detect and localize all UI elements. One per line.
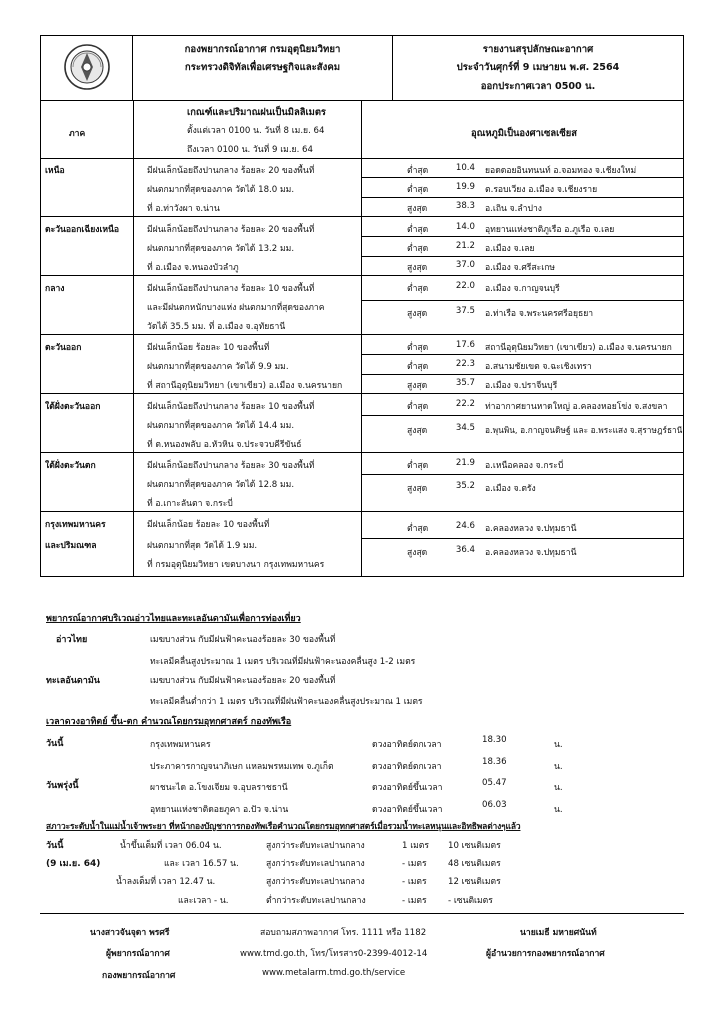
temp-label: ต่ำสุด [407,343,429,353]
tide-desc: สูงกว่าระดับทะเลปานกลาง [266,841,365,851]
rain-text: และมีฝนตกหนักบางแห่ง ฝนตกมากที่สุดของภาค [147,303,325,313]
temp-location: อ.เถิน จ.ลำปาง [485,204,542,214]
temp-value: 37.0 [455,260,475,270]
region-north-name: เหนือ [45,166,65,176]
temp-value: 17.6 [455,340,475,350]
region-northeast-name: ตะวันออกเฉียงเหนือ [45,225,120,235]
report-date: ประจำวันศุกร์ที่ 9 เมษายน พ.ศ. 2564 [456,62,620,73]
temp-value: 22.2 [455,399,475,409]
rain-text: มีฝนเล็กน้อย ร้อยละ 10 ของพื้นที่ [147,520,270,530]
tide-level: - เมตร [402,859,427,869]
tide-kind: และเวลา - น. [178,896,229,906]
sun-times-title: เวลาดวงอาทิตย์ ขึ้น-ตก คำนวณโดยกรมอุทกศาสตร์ กองทัพเรือ [46,717,292,727]
report-info-cell [393,36,683,100]
tide-kind: น้ำลงเต็มที่ เวลา 12.47 น. [116,877,216,887]
temp-value: 38.3 [455,201,475,211]
temp-value: 21.9 [455,458,475,468]
sun-time: 06.03 [482,800,507,810]
rain-text: ที่ อ.ท่าวังผา จ.น่าน [147,204,220,214]
footer-divider [40,913,684,914]
temp-label: ต่ำสุด [407,524,429,534]
temp-location: อ.คลองหลวง จ.ปทุมธานี [485,548,577,558]
temp-value: 37.5 [455,306,475,316]
temp-label: ต่ำสุด [407,461,429,471]
temp-label: ต่ำสุด [407,225,429,235]
temp-label: ต่ำสุด [407,185,429,195]
tide-level: - เมตร [402,877,427,887]
rain-text: ที่ อ.เมือง จ.หนองบัวลำภู [147,263,239,273]
director-role: ผู้อำนวยการกองพยากรณ์อากาศ [486,949,605,959]
temp-location: อ.ท่าเรือ จ.พระนครศรีอยุธยา [485,309,594,319]
sun-place: อุทยานแห่งชาติดอยภูคา อ.ปัว จ.น่าน [150,805,289,815]
org-line-2: กระทรวงดิจิทัลเพื่อเศรษฐกิจและสังคม [184,62,341,73]
sun-time: 05.47 [482,778,507,788]
region-bangkok-name-2: และปริมณฑล [45,541,97,551]
temp-column-title: อุณหภูมิเป็นองศาเซลเซียส [471,128,577,139]
temp-label: สูงสุด [407,263,428,273]
sun-event: ดวงอาทิตย์ตกเวลา [372,740,442,750]
sun-time: 18.30 [482,735,507,745]
gulf-forecast-line: เมฆบางส่วน กับมีฝนฟ้าคะนองร้อยละ 30 ของพื้นที่ [150,635,336,645]
sun-event: ดวงอาทิตย์ตกเวลา [372,762,442,772]
rain-text: ฝนตกมากที่สุด วัดได้ 1.9 มม. [147,541,258,551]
tide-cm: 12 เซนติเมตร [448,877,501,887]
temp-location: อ.เมือง จ.ตรัง [485,484,536,494]
rain-text: ที่ กรมอุตุนิยมวิทยา เขตบางนา กรุงเทพมหานคร [147,560,325,570]
sun-event: ดวงอาทิตย์ขึ้นเวลา [372,805,443,815]
gulf-forecast-line: ทะเลมีคลื่นสูงประมาณ 1 เมตร บริเวณที่มีฝนฟ้าคะนองคลื่นสูง 1-2 เมตร [150,657,416,667]
tide-day-label: วันนี้ [46,841,64,851]
rain-period-from: ตั้งแต่เวลา 0100 น. วันที่ 8 เม.ย. 64 [187,126,325,136]
rain-column-title: เกณฑ์และปริมาณฝนเป็นมิลลิเมตร [187,107,326,118]
rain-text: มีฝนเล็กน้อย ร้อยละ 10 ของพื้นที่ [147,343,270,353]
temp-label: สูงสุด [407,381,428,391]
temp-location: ต.รอบเวียง อ.เมือง จ.เชียงราย [485,185,598,195]
rain-text: มีฝนเล็กน้อยถึงปานกลาง ร้อยละ 10 ของพื้นที่ [147,284,315,294]
sun-time-unit: น. [554,783,563,793]
sun-time-unit: น. [554,740,563,750]
temp-location: อ.สนามชัยเขต จ.ฉะเชิงเทรา [485,362,592,372]
rain-text: ฝนตกมากที่สุดของภาค วัดได้ 9.9 มม. [147,362,289,372]
sun-time: 18.36 [482,757,507,767]
temp-label: ต่ำสุด [407,402,429,412]
contact-phone: สอบถามสภาพอากาศ โทร. 1111 หรือ 1182 [260,928,427,938]
temp-location: อ.เหนือคลอง จ.กระบี่ [485,461,564,471]
andaman-forecast-line: ทะเลมีคลื่นต่ำกว่า 1 เมตร บริเวณที่มีฝนฟ้าคะนองคลื่นสูงประมาณ 1 เมตร [150,697,423,707]
tide-kind: และ เวลา 16.57 น. [164,859,239,869]
rain-text: ฝนตกมากที่สุดของภาค วัดได้ 14.4 มม. [147,421,295,431]
rain-text: มีฝนเล็กน้อยถึงปานกลาง ร้อยละ 30 ของพื้นที่ [147,461,315,471]
sun-event: ดวงอาทิตย์ขึ้นเวลา [372,783,443,793]
rain-text: มีฝนเล็กน้อยถึงปานกลาง ร้อยละ 20 ของพื้นที่ [147,225,315,235]
temp-location: อ.เมือง จ.กาญจนบุรี [485,284,560,294]
tomorrow-label: วันพรุ่งนี้ [46,781,79,791]
rain-text: มีฝนเล็กน้อยถึงปานกลาง ร้อยละ 20 ของพื้นที่ [147,166,315,176]
contact-web[interactable]: www.tmd.go.th, โทร/โทรสาร0-2399-4012-14 [240,949,428,959]
rain-text: ฝนตกมากที่สุดของภาค วัดได้ 13.2 มม. [147,244,295,254]
rain-text: ฝนตกมากที่สุดของภาค วัดได้ 12.8 มม. [147,480,295,490]
temp-value: 21.2 [455,241,475,251]
forecaster-org: กองพยากรณ์อากาศ [102,971,176,981]
temp-value: 22.0 [455,281,475,291]
temp-location: อุทยานแห่งชาติภูเรือ อ.ภูเรือ จ.เลย [485,225,615,235]
report-title: รายงานสรุปลักษณะอากาศ [482,44,594,55]
tide-cm: - เซนติเมตร [448,896,493,906]
temp-value: 14.0 [455,222,475,232]
region-central-name: กลาง [45,284,65,294]
temp-value: 10.4 [455,163,475,173]
temp-label: สูงสุด [407,204,428,214]
temp-label: สูงสุด [407,484,428,494]
sun-place: ประภาคารกาญจนาภิเษก แหลมพรหมเทพ จ.ภูเก็ต [150,762,334,772]
tide-kind: น้ำขึ้นเต็มที่ เวลา 06.04 น. [120,841,222,851]
today-label: วันนี้ [46,739,64,749]
tide-level: - เมตร [402,896,427,906]
contact-service-url[interactable]: www.metalarm.tmd.go.th/service [262,968,406,978]
rain-text: ฝนตกมากที่สุดของภาค วัดได้ 18.0 มม. [147,185,295,195]
temp-value: 19.9 [455,182,475,192]
report-header [40,35,684,101]
temp-location: อ.คลองหลวง จ.ปทุมธานี [485,524,577,534]
tide-date-label: (9 เม.ย. 64) [46,859,101,869]
region-column-header: ภาค [69,129,86,139]
region-east-name: ตะวันออก [45,343,82,353]
region-bangkok-name: กรุงเทพมหานคร [45,520,106,530]
temp-value: 22.3 [455,359,475,369]
sun-time-unit: น. [554,762,563,772]
tide-desc: ต่ำกว่าระดับทะเลปานกลาง [266,896,366,906]
temp-label: สูงสุด [407,548,428,558]
temp-value: 36.4 [455,545,475,555]
gulf-label: อ่าวไทย [56,635,88,645]
temp-location: ท่าอากาศยานหาดใหญ่ อ.คลองหอยโข่ง จ.สงขลา [485,402,668,412]
temp-location: อ.เมือง จ.ปราจีนบุรี [485,381,558,391]
tide-desc: สูงกว่าระดับทะเลปานกลาง [266,859,365,869]
forecaster-role: ผู้พยากรณ์อากาศ [106,949,170,959]
tide-title: สภาวะระดับน้ำในแม่น้ำเจ้าพระยา ที่หน้ากองบัญชาการกองทัพเรือคำนวณโดยกรมอุทกศาสตร์เมื่อรวมน้ำทะเลหนุนและอิทธิพลต่างๆแล้ว [46,821,521,831]
org-cell [133,36,393,100]
rain-period-to: ถึงเวลา 0100 น. วันที่ 9 เม.ย. 64 [187,145,313,155]
temp-label: สูงสุด [407,426,428,436]
logo-cell [41,36,133,100]
sun-place: กรุงเทพมหานคร [150,740,211,750]
temp-value: 35.2 [455,481,475,491]
temp-label: ต่ำสุด [407,362,429,372]
rain-text: มีฝนเล็กน้อยถึงปานกลาง ร้อยละ 10 ของพื้นที่ [147,402,315,412]
region-south-east-name: ใต้ฝั่งตะวันออก [45,402,101,412]
temp-location: ยอดดอยอินทนนท์ อ.จอมทอง จ.เชียงใหม่ [485,166,637,176]
tide-desc: สูงกว่าระดับทะเลปานกลาง [266,877,365,887]
tide-level: 1 เมตร [402,841,429,851]
sun-place: ผาชนะได อ.โขงเจียม จ.อุบลราชธานี [150,783,288,793]
temp-label: ต่ำสุด [407,244,429,254]
tide-cm: 10 เซนติเมตร [448,841,501,851]
temp-location: อ.เมือง จ.ศรีสะเกษ [485,263,556,273]
temp-label: สูงสุด [407,309,428,319]
rain-text: วัดได้ 35.5 มม. ที่ อ.เมือง จ.อุทัยธานี [147,322,286,332]
temp-label: ต่ำสุด [407,166,429,176]
report-time: ออกประกาศเวลา 0500 น. [480,81,596,92]
temp-value: 34.5 [455,423,475,433]
forecaster-name: นางสาวจันจุดา พรศรี [90,928,170,938]
temp-location: สถานีอุตุนิยมวิทยา (เขาเขียว) อ.เมือง จ.นครนายก [485,343,672,353]
org-line-1: กองพยากรณ์อากาศ กรมอุตุนิยมวิทยา [184,44,341,55]
temp-value: 24.6 [455,521,475,531]
rain-text: ที่ สถานีอุตุนิยมวิทยา (เขาเขียว) อ.เมือง จ.นครนายก [147,381,343,391]
sun-time-unit: น. [554,805,563,815]
rain-text: ที่ อ.เกาะลันตา จ.กระบี่ [147,499,233,509]
tide-cm: 48 เซนติเมตร [448,859,501,869]
temp-location: อ.เมือง จ.เลย [485,244,535,254]
andaman-label: ทะเลอันดามัน [46,676,100,686]
temp-value: 35.7 [455,378,475,388]
region-south-west-name: ใต้ฝั่งตะวันตก [45,461,96,471]
sea-forecast-title: พยากรณ์อากาศบริเวณอ่าวไทยและทะเลอันดามันเพื่อการท่องเที่ยว [46,614,301,624]
regional-weather-table [40,101,684,577]
temp-label: ต่ำสุด [407,284,429,294]
rain-text: ที่ ต.หนองพลับ อ.หัวหิน จ.ประจวบคีรีขันธ์ [147,440,302,450]
tmd-seal-logo [63,43,111,91]
temp-location: อ.พุนพิน, อ.กาญจนดิษฐ์ และ อ.พระแสง จ.สุราษฎร์ธานี [485,425,683,435]
director-name: นายเมธี มหายศนันท์ [520,928,597,938]
andaman-forecast-line: เมฆบางส่วน กับมีฝนฟ้าคะนองร้อยละ 20 ของพื้นที่ [150,676,336,686]
